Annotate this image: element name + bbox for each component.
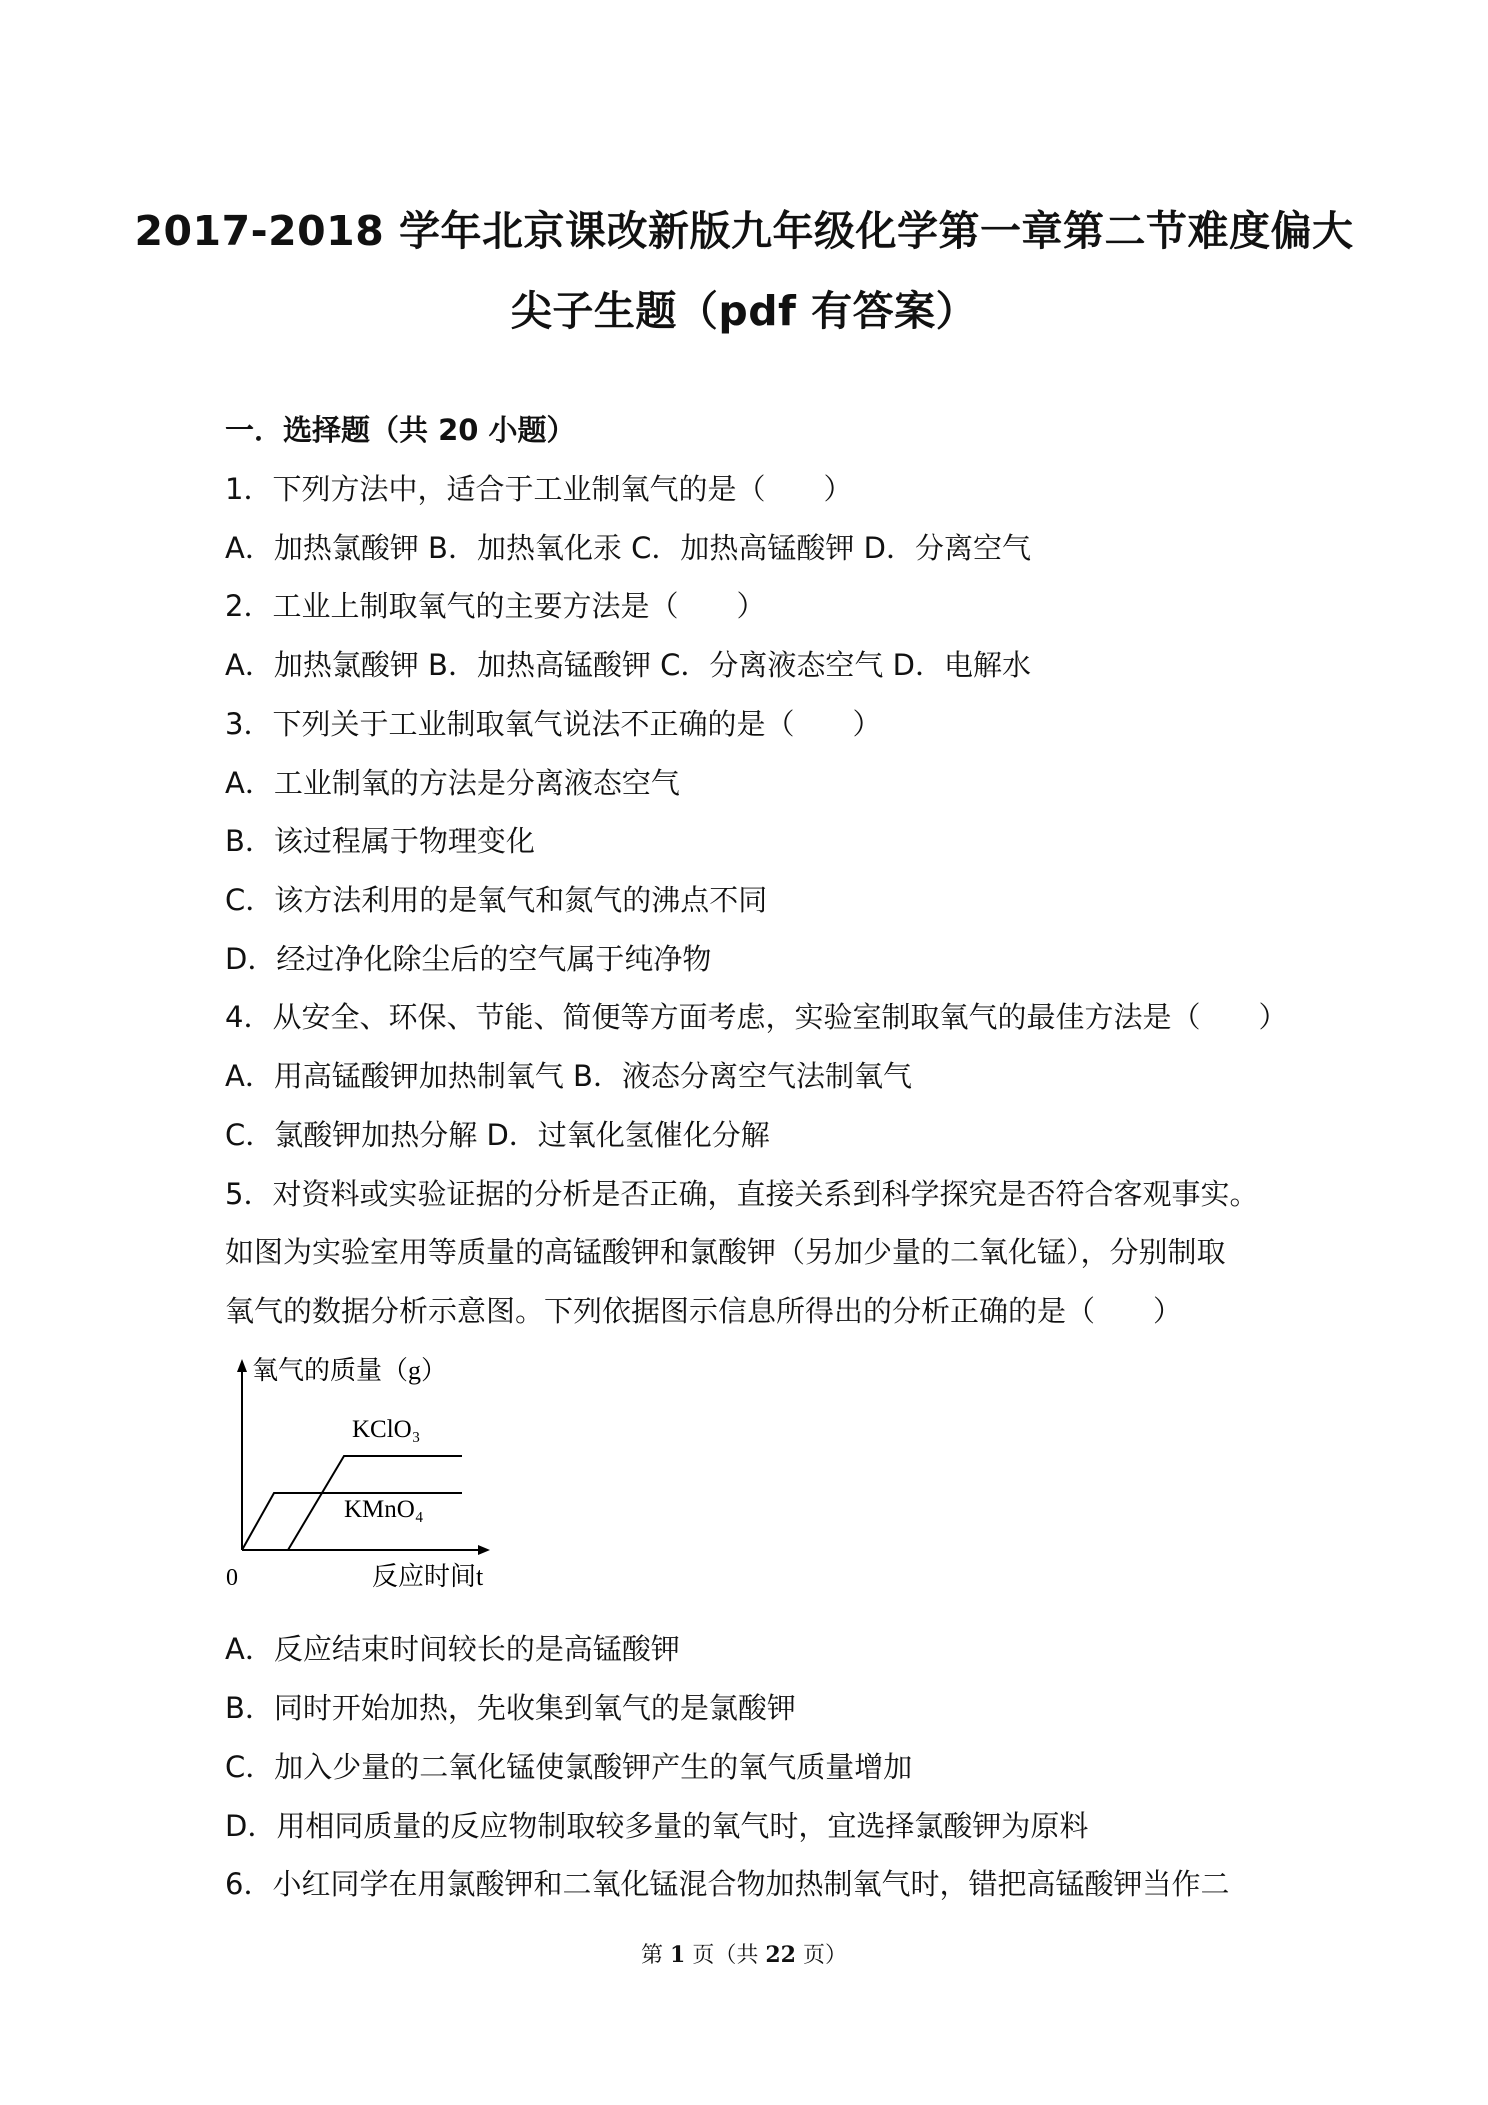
footer-suffix: 页）: [795, 1943, 847, 1968]
question-5-line-1: 5．对资料或实验证据的分析是否正确，直接关系到科学探究是否符合客观事实。: [225, 1177, 1259, 1211]
question-4: 4．从安全、环保、节能、简便等方面考虑，实验室制取氧气的最佳方法是（ ）: [225, 1000, 1288, 1034]
kclo3-label: KClO₃: [352, 1416, 421, 1443]
title-line-2: 尖子生题（pdf 有答案）: [510, 287, 978, 335]
question-5-line-2: 如图为实验室用等质量的高锰酸钾和氯酸钾（另加少量的二氧化锰），分别制取: [225, 1235, 1226, 1269]
question-2-options: A．加热氯酸钾 B．加热高锰酸钾 C．分离液态空气 D．电解水: [225, 648, 1031, 682]
question-6: 6．小红同学在用氯酸钾和二氧化锰混合物加热制氧气时，错把高锰酸钾当作二: [225, 1867, 1230, 1901]
question-5-option-b: B．同时开始加热，先收集到氧气的是氯酸钾: [225, 1691, 796, 1725]
question-5-option-d: D．用相同质量的反应物制取较多量的氧气时，宜选择氯酸钾为原料: [225, 1809, 1089, 1843]
question-3-option-c: C．该方法利用的是氧气和氮气的沸点不同: [225, 883, 768, 917]
question-4-options-cd: C．氯酸钾加热分解 D．过氧化氢催化分解: [225, 1118, 770, 1152]
question-1: 1．下列方法中，适合于工业制氧气的是（ ）: [225, 472, 853, 506]
question-3: 3．下列关于工业制取氧气说法不正确的是（ ）: [225, 707, 882, 741]
kmno4-label: KMnO₄: [344, 1496, 424, 1523]
question-3-option-d: D．经过净化除尘后的空气属于纯净物: [225, 942, 712, 976]
question-5-line-3: 氧气的数据分析示意图。下列依据图示信息所得出的分析正确的是（ ）: [225, 1294, 1183, 1328]
footer-page-number: 1: [670, 1942, 686, 1968]
footer-total-pages: 22: [765, 1942, 796, 1968]
y-axis-label: 氧气的质量（g）: [252, 1356, 448, 1385]
footer-prefix: 第: [641, 1943, 671, 1968]
question-1-options: A．加热氯酸钾 B．加热氧化汞 C．加热高锰酸钾 D．分离空气: [225, 531, 1031, 565]
y-axis-arrow: [237, 1359, 247, 1372]
x-axis-arrow: [478, 1545, 490, 1555]
oxygen-mass-graph: [222, 1345, 502, 1595]
x-axis-label: 反应时间t: [372, 1562, 484, 1591]
question-5-option-a: A．反应结束时间较长的是高锰酸钾: [225, 1632, 680, 1666]
question-3-option-a: A．工业制氧的方法是分离液态空气: [225, 766, 680, 800]
title-line-1: 2017-2018 学年北京课改新版九年级化学第一章第二节难度偏大: [134, 207, 1354, 255]
question-3-option-b: B．该过程属于物理变化: [225, 824, 535, 858]
page-footer: [0, 1938, 1488, 1969]
question-2: 2．工业上制取氧气的主要方法是（ ）: [225, 589, 766, 623]
origin-label: 0: [226, 1565, 238, 1591]
section-heading: 一．选择题（共 20 小题）: [225, 413, 576, 447]
question-5-option-c: C．加入少量的二氧化锰使氯酸钾产生的氧气质量增加: [225, 1750, 913, 1784]
footer-middle: 页（共: [685, 1943, 766, 1968]
question-4-options-ab: A．用高锰酸钾加热制氧气 B．液态分离空气法制氧气: [225, 1059, 912, 1093]
